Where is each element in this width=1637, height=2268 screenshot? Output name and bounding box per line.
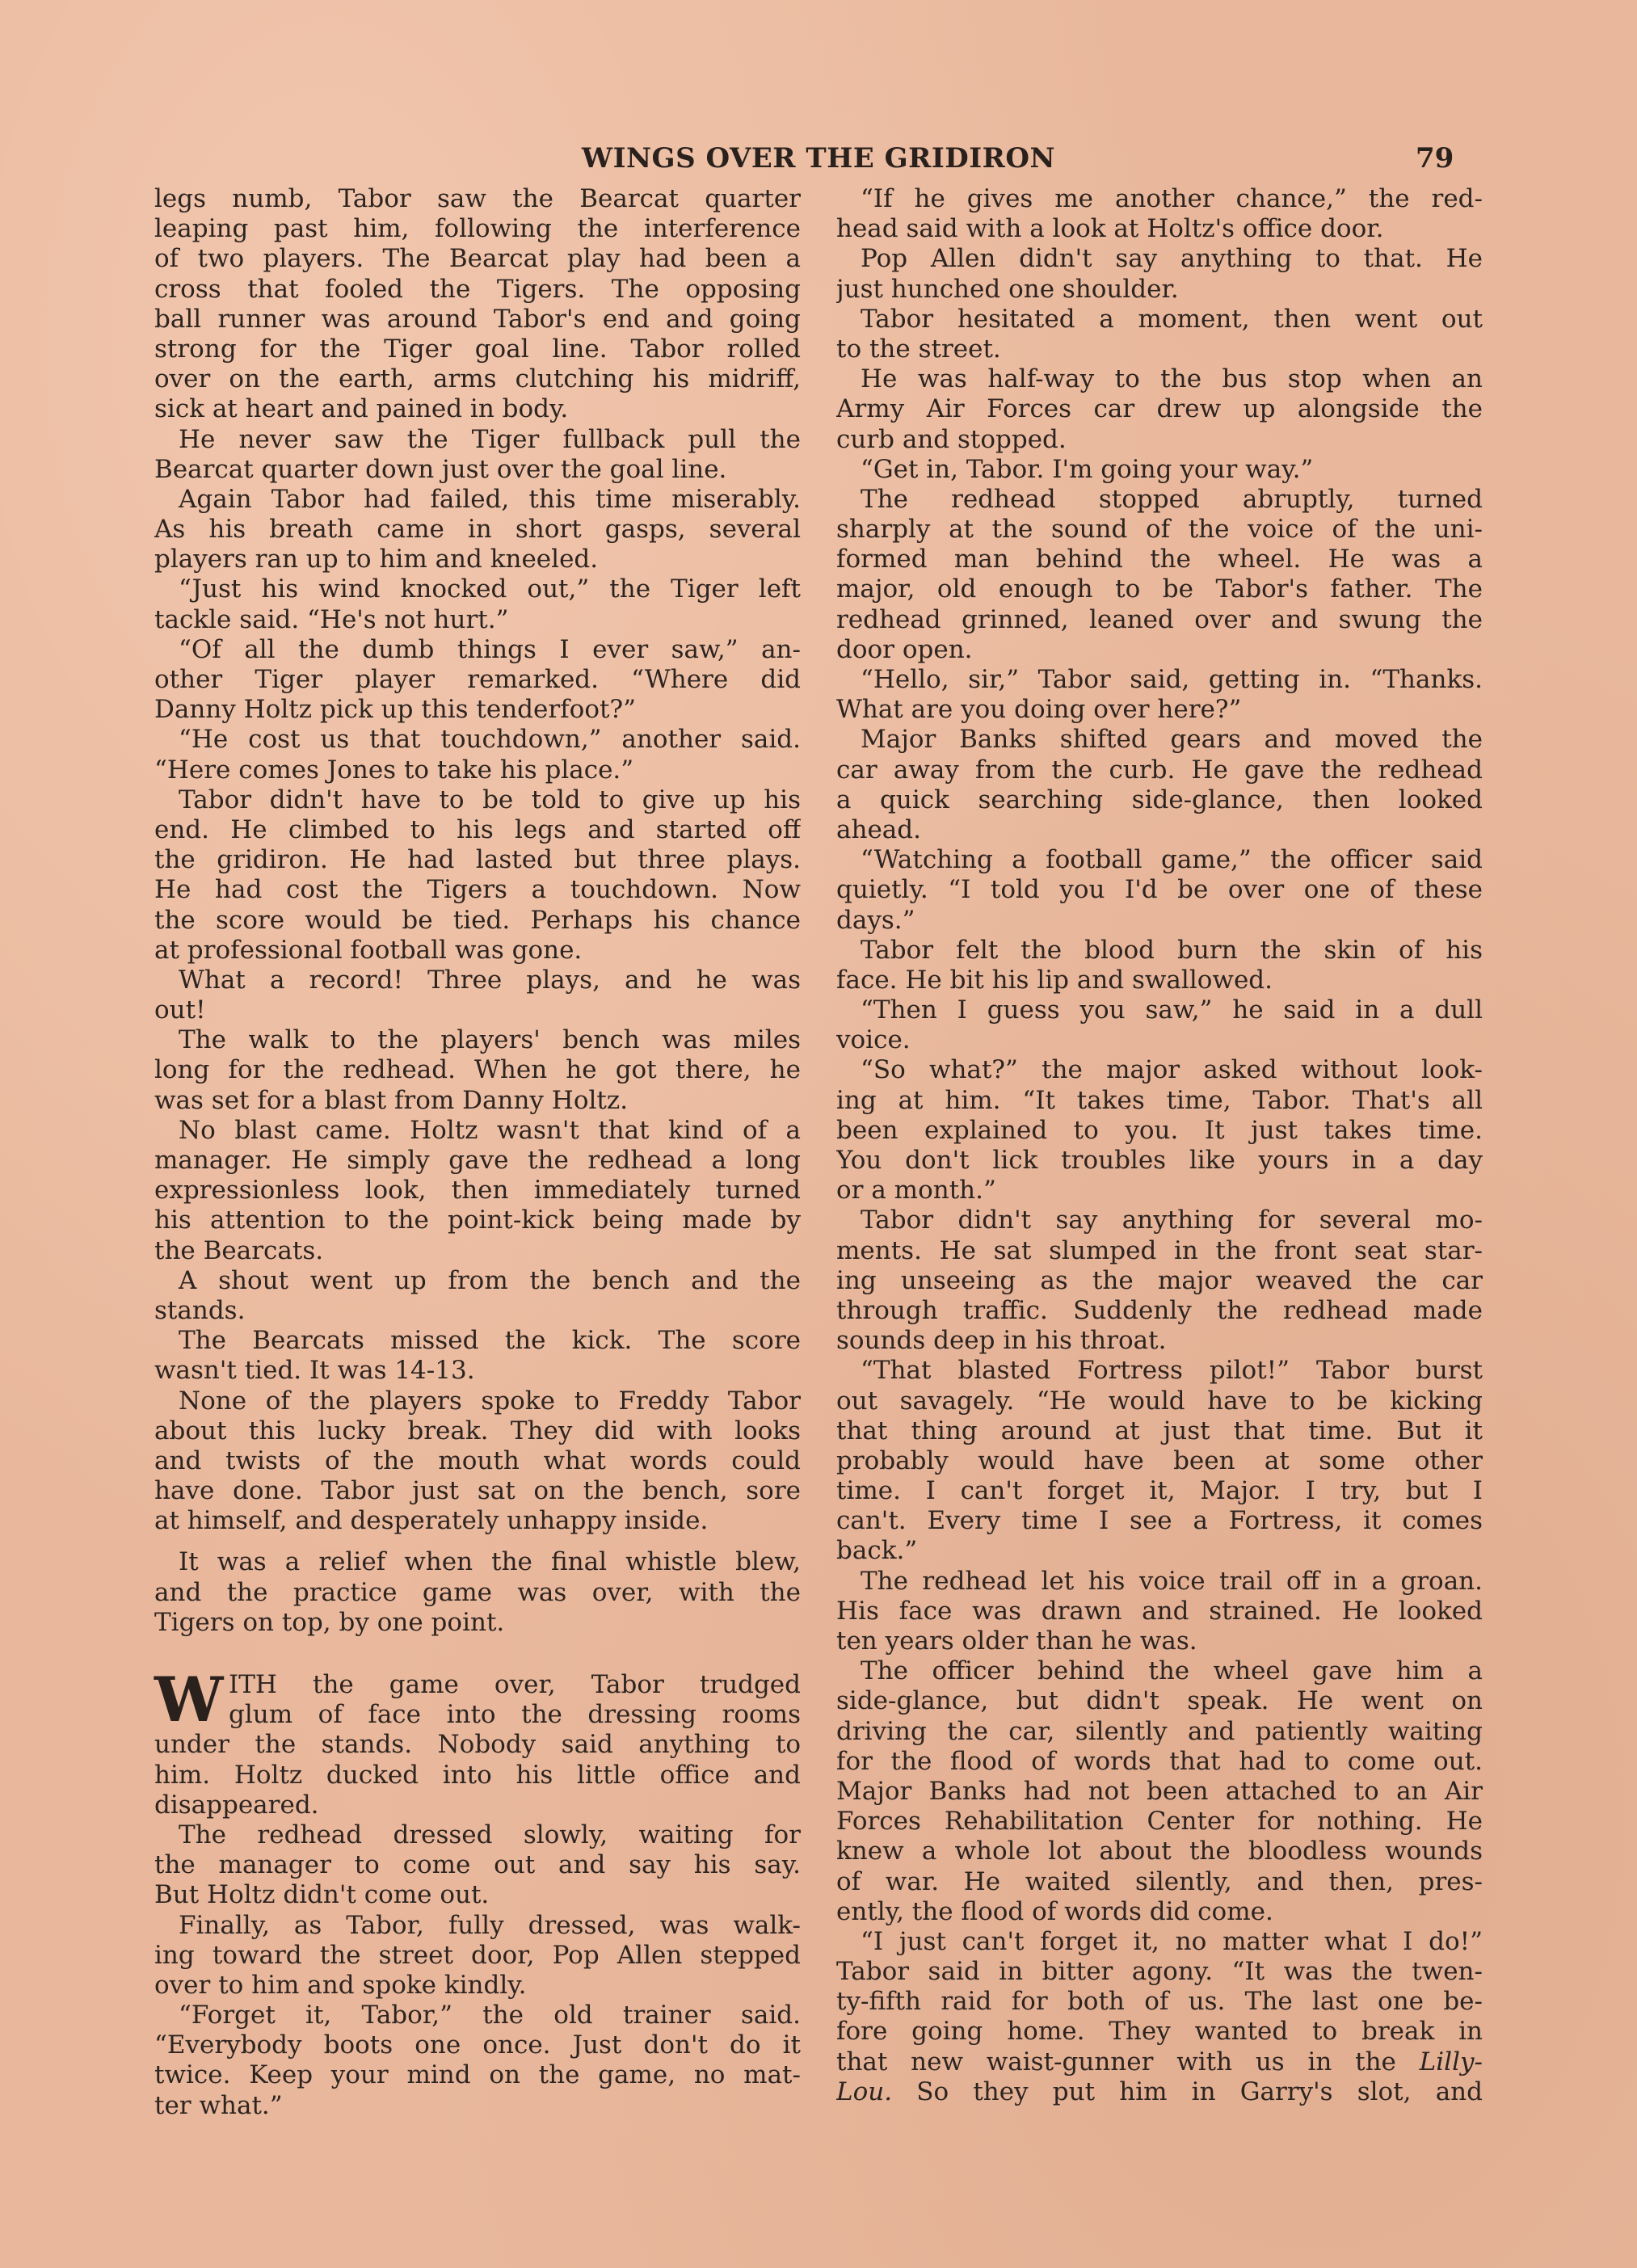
text-line: ITH the game over, Tabor trudged [229, 1670, 801, 1699]
text-line: his attention to the point-kick being made by [154, 1206, 801, 1235]
text-line: a quick searching side-glance, then looked [836, 785, 1483, 814]
text-line: Army Air Forces car drew up alongside the [836, 394, 1483, 424]
text-line: of war. He waited silently, and then, pres- [836, 1866, 1483, 1896]
text-line: at himself, and desperately unhappy inside. [154, 1506, 709, 1536]
text-line: You don't lick troubles like yours in a day [836, 1146, 1483, 1175]
text-line: As his breath came in short gasps, several [154, 515, 801, 545]
text-line: He was half-way to the bus stop when an [861, 364, 1483, 394]
text-line: sharply at the sound of the voice of the uni- [836, 515, 1483, 545]
text-line: “Watching a football game,” the officer said [861, 845, 1483, 875]
text-line: face. He bit his lip and swallowed. [836, 965, 1273, 995]
text-line: out! [154, 995, 206, 1025]
text-line: just hunched one shoulder. [836, 274, 1179, 304]
text-line: His face was drawn and strained. He looked [836, 1596, 1483, 1626]
text-line: No blast came. Holtz wasn't that kind of a [179, 1115, 801, 1145]
text-line: back.” [836, 1536, 918, 1566]
text-line: ten years older than he was. [836, 1626, 1197, 1656]
text-line: ahead. [836, 814, 921, 844]
text-line: strong for the Tiger goal line. Tabor rolled [154, 334, 801, 364]
text-line: at professional football was gone. [154, 935, 583, 965]
text-line: sick at heart and pained in body. [154, 394, 569, 424]
text-line: over to him and spoke kindly. [154, 1970, 527, 2000]
text-line: Forces Rehabilitation Center for nothing. He [836, 1807, 1483, 1837]
text-line: redhead grinned, leaned over and swung the [836, 604, 1483, 634]
text-line: Danny Holtz pick up this tenderfoot?” [154, 695, 636, 725]
text-line: “Here comes Jones to take his place.” [154, 755, 634, 785]
text-line: quietly. “I told you I'd be over one of these [836, 875, 1483, 905]
text-line: glum of face into the dressing rooms [229, 1700, 801, 1730]
text-line: What are you doing over here?” [836, 695, 1242, 725]
text-line: “Forget it, Tabor,” the old trainer said. [179, 2001, 801, 2030]
text-line: for the flood of words that had to come out. [836, 1746, 1483, 1776]
text-line: the score would be tied. Perhaps his chance [154, 905, 801, 935]
text-line: Tabor felt the blood burn the skin of his [861, 935, 1483, 965]
text-line: about this lucky break. They did with looks [154, 1416, 801, 1445]
text-line: over on the earth, arms clutching his midriff, [154, 364, 801, 394]
text-line: car away from the curb. He gave the redhead [836, 755, 1483, 785]
text-line: driving the car, silently and patiently waiting [836, 1716, 1483, 1746]
text-line: Tabor didn't say anything for several mo- [861, 1206, 1483, 1235]
text-line: curb and stopped. [836, 424, 1067, 454]
text-line: formed man behind the wheel. He was a [836, 545, 1483, 574]
text-line: Major Banks shifted gears and moved the [861, 725, 1483, 755]
text-line: Major Banks had not been attached to an Air [836, 1776, 1483, 1806]
text-line: out savagely. “He would have to be kicking [836, 1386, 1483, 1416]
text-line: other Tiger player remarked. “Where did [154, 665, 801, 694]
text-line: ty-fifth raid for both of us. The last one be- [836, 1987, 1483, 2017]
text-line: cross that fooled the Tigers. The opposing [154, 274, 801, 304]
left-column [154, 184, 801, 2121]
text-line: have done. Tabor just sat on the bench, sore [154, 1476, 801, 1506]
text-line: end. He climbed to his legs and started off [154, 814, 801, 844]
text-line: It was a relief when the final whistle blew, [179, 1547, 801, 1577]
text-line: “Of all the dumb things I ever saw,” an- [179, 634, 801, 664]
drop-cap: W [154, 1664, 224, 1736]
text-line: ter what.” [154, 2090, 283, 2120]
running-title: WINGS OVER THE GRIDIRON [581, 142, 1056, 175]
text-line: door open. [836, 634, 973, 664]
text-line: Tabor didn't have to be told to give up his [179, 785, 801, 814]
text-line: time. I can't forget it, Major. I try, but I [836, 1476, 1483, 1506]
section-break [154, 1664, 801, 2121]
text-line: “So what?” the major asked without look- [861, 1055, 1483, 1085]
text-line: The walk to the players' bench was miles [179, 1025, 801, 1055]
text-line: What a record! Three plays, and he was [179, 965, 801, 995]
text-line: Finally, as Tabor, fully dressed, was walk- [179, 1910, 801, 1940]
text-line: The redhead dressed slowly, waiting for [179, 1820, 801, 1849]
text-line: The Bearcats missed the kick. The score [179, 1326, 801, 1356]
text-line: legs numb, Tabor saw the Bearcat quarter [154, 184, 801, 213]
text-line: was set for a blast from Danny Holtz. [154, 1085, 629, 1115]
text-line: Tigers on top, by one point. [154, 1607, 505, 1637]
text-line: can't. Every time I see a Fortress, it comes [836, 1506, 1483, 1536]
text-line: head said with a look at Holtz's office door. [836, 214, 1384, 244]
page-number: 79 [1416, 142, 1454, 175]
text-line: ball runner was around Tabor's end and going [154, 304, 801, 334]
text-line: sounds deep in his throat. [836, 1326, 1167, 1356]
text-line: of two players. The Bearcat play had been a [154, 244, 801, 274]
text-line: fore going home. They wanted to break in [836, 2017, 1483, 2047]
text-line: Lou. So they put him in Garry's slot, and [836, 2077, 1483, 2106]
text-line: He never saw the Tiger fullback pull the [179, 424, 801, 454]
text-line: disappeared. [154, 1790, 319, 1820]
text-line: The redhead let his voice trail off in a groan. [861, 1566, 1483, 1596]
text-line: ently, the flood of words did come. [836, 1896, 1273, 1926]
text-line: that new waist-gunner with us in the Lilly- [836, 2047, 1483, 2077]
text-line: and twists of the mouth what words could [154, 1445, 801, 1475]
text-line: Tabor said in bitter agony. “It was the twen- [836, 1957, 1483, 1987]
text-line: to the street. [836, 334, 1001, 364]
text-line: “That blasted Fortress pilot!” Tabor burst [861, 1356, 1483, 1386]
text-line: side-glance, but didn't speak. He went on [836, 1686, 1483, 1716]
text-line: ments. He sat slumped in the front seat star- [836, 1235, 1483, 1265]
text-line: twice. Keep your mind on the game, no mat- [154, 2060, 801, 2090]
italic-name: Lou. [836, 2077, 893, 2106]
text-line: knew a whole lot about the bloodless wounds [836, 1837, 1483, 1866]
text-line: “He cost us that touchdown,” another said. [179, 725, 801, 755]
text-line: leaping past him, following the interference [154, 214, 801, 244]
text-line: manager. He simply gave the redhead a long [154, 1146, 801, 1175]
text-line: “Just his wind knocked out,” the Tiger left [179, 574, 801, 604]
text-line: Again Tabor had failed, this time miserably. [179, 484, 801, 514]
text-line: the gridiron. He had lasted but three plays. [154, 845, 801, 875]
text-line: players ran up to him and kneeled. [154, 545, 599, 574]
text-line: But Holtz didn't come out. [154, 1880, 490, 1910]
text-line: “Everybody boots one once. Just don't do it [154, 2030, 801, 2060]
text-line: the manager to come out and say his say. [154, 1850, 801, 1880]
text-line: tackle said. “He's not hurt.” [154, 604, 509, 634]
text-line: under the stands. Nobody said anything to [154, 1730, 801, 1760]
text-line: Bearcat quarter down just over the goal line. [154, 454, 727, 484]
text-line: “I just can't forget it, no matter what I do!” [861, 1926, 1483, 1956]
italic-name: Lilly- [1419, 2047, 1483, 2077]
text-line: The officer behind the wheel gave him a [861, 1656, 1483, 1686]
text-line: that thing around at just that time. But it [836, 1416, 1483, 1445]
text-line: through traffic. Suddenly the redhead made [836, 1295, 1483, 1325]
text-line: long for the redhead. When he got there, he [154, 1055, 801, 1085]
text-line: None of the players spoke to Freddy Tabor [179, 1386, 801, 1416]
text-line: been explained to you. It just takes time. [836, 1115, 1483, 1145]
text-line: voice. [836, 1025, 911, 1055]
text-line: “Hello, sir,” Tabor said, getting in. “Thanks. [861, 665, 1483, 694]
text-line: and the practice game was over, with the [154, 1577, 801, 1607]
text-line: “Get in, Tabor. I'm going your way.” [861, 454, 1314, 484]
text-line: him. Holtz ducked into his little office and [154, 1760, 801, 1790]
text-line: wasn't tied. It was 14-13. [154, 1356, 475, 1386]
text-line: “If he gives me another chance,” the red- [861, 184, 1483, 213]
text-line: ing toward the street door, Pop Allen stepped [154, 1940, 801, 1970]
text-line: expressionless look, then immediately turned [154, 1176, 801, 1206]
text-line: stands. [154, 1295, 246, 1325]
text-line: Tabor hesitated a moment, then went out [861, 304, 1483, 334]
text-line: Pop Allen didn't say anything to that. He [861, 244, 1483, 274]
text-line: ing unseeing as the major weaved the car [836, 1265, 1483, 1295]
text-line: A shout went up from the bench and the [179, 1265, 801, 1295]
text-line: probably would have been at some other [836, 1445, 1483, 1475]
right-column [836, 184, 1483, 2107]
text-line: He had cost the Tigers a touchdown. Now [154, 875, 801, 905]
text-line: or a month.” [836, 1176, 996, 1206]
text-line: “Then I guess you saw,” he said in a dull [861, 995, 1483, 1025]
text-line: the Bearcats. [154, 1235, 324, 1265]
text-line: major, old enough to be Tabor's father. The [836, 574, 1483, 604]
text-line: days.” [836, 905, 915, 935]
text-line: The redhead stopped abruptly, turned [861, 484, 1483, 514]
text-line: ing at him. “It takes time, Tabor. That's all [836, 1085, 1483, 1115]
